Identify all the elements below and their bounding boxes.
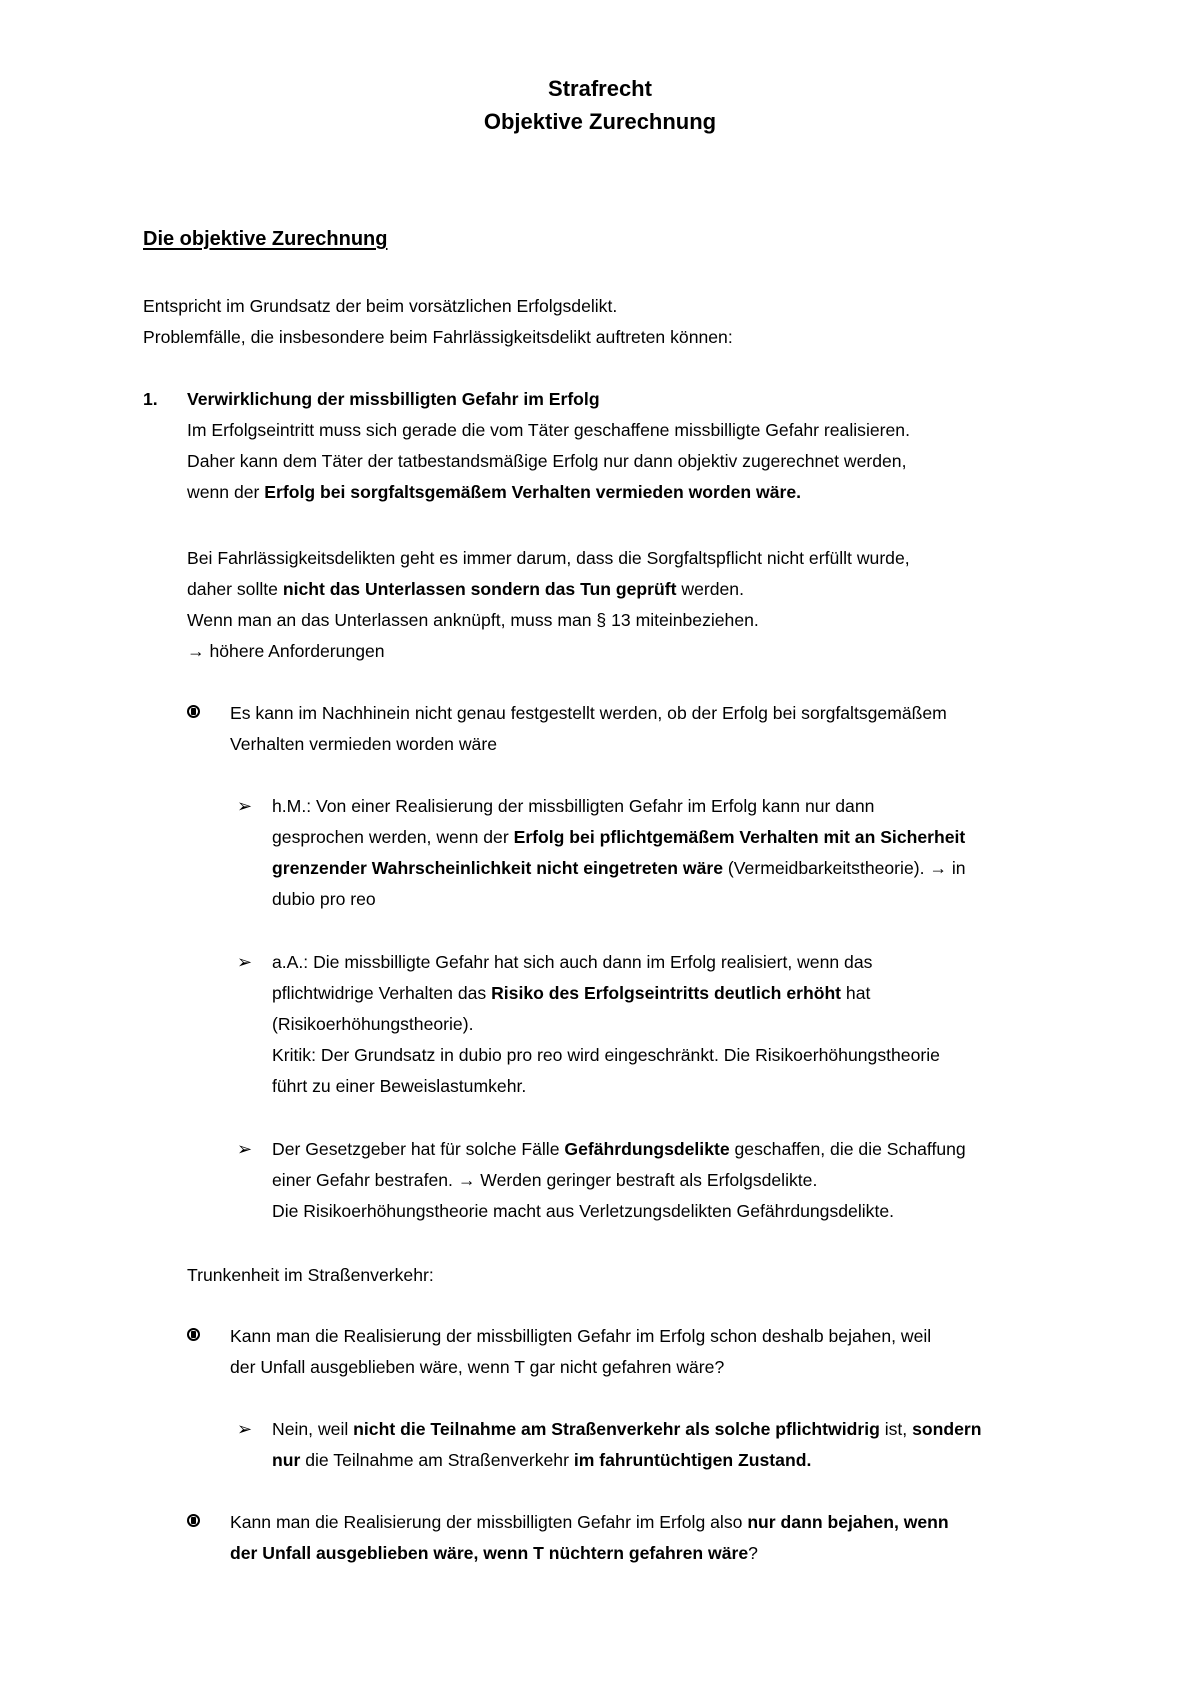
arrowhead-bullet-icon: ➢ — [237, 1139, 253, 1159]
text-line: → höhere Anforderungen — [187, 641, 385, 661]
intro-paragraph — [143, 291, 733, 353]
text-line: Bei Fahrlässigkeitsdelikten geht es immer darum, dass die Sorgfaltspflicht nicht erfüllt wurde, — [187, 548, 910, 568]
paragraph-negligence — [187, 543, 910, 667]
text-line: Verhalten vermieden worden wäre — [230, 734, 497, 754]
paragraph-drunk-driving — [187, 1260, 434, 1291]
text-line: pflichtwidrige Verhalten das Risiko des Erfolgseintritts deutlich erhöht hat — [272, 983, 871, 1003]
document-title: Strafrecht — [548, 76, 652, 101]
text-line: a.A.: Die missbilligte Gefahr hat sich auch dann im Erfolg realisiert, wenn das — [272, 952, 873, 972]
arrowhead-bullet-icon: ➢ — [237, 1419, 253, 1439]
text-line: Kann man die Realisierung der missbilligten Gefahr im Erfolg also nur dann bejahen, wenn — [230, 1512, 949, 1532]
text-line: Nein, weil nicht die Teilnahme am Straßenverkehr als solche pflichtwidrig ist, sondern — [272, 1419, 982, 1439]
text-line: der Unfall ausgeblieben wäre, wenn T gar nicht gefahren wäre? — [230, 1357, 725, 1377]
text-line: einer Gefahr bestrafen. → Werden geringer bestraft als Erfolgsdelikte. — [272, 1170, 818, 1190]
text-line: wenn der Erfolg bei sorgfaltsgemäßem Verhalten vermieden worden wäre. — [187, 482, 802, 502]
text-line: Kann man die Realisierung der missbilligten Gefahr im Erfolg schon deshalb bejahen, weil — [230, 1326, 932, 1346]
text-line: Der Gesetzgeber hat für solche Fälle Gefährdungsdelikte geschaffen, die die Schaffung — [272, 1139, 966, 1159]
text-line: Trunkenheit im Straßenverkehr: — [187, 1265, 434, 1285]
text-line: nur die Teilnahme am Straßenverkehr im fahruntüchtigen Zustand. — [272, 1450, 812, 1470]
text-line: Wenn man an das Unterlassen anknüpft, muss man § 13 miteinbeziehen. — [187, 610, 759, 630]
text-line: gesprochen werden, wenn der Erfolg bei pflichtgemäßem Verhalten mit an Sicherheit — [272, 827, 966, 847]
text-line: Es kann im Nachhinein nicht genau festgestellt werden, ob der Erfolg bei sorgfaltsgemäßem — [230, 703, 947, 723]
text-line: Entspricht im Grundsatz der beim vorsätzlichen Erfolgsdelikt. — [143, 296, 618, 316]
document-subtitle: Objektive Zurechnung — [483, 109, 717, 134]
bullet-text — [230, 698, 947, 760]
bullet-text — [230, 1507, 949, 1569]
sub-bullet-text — [272, 947, 940, 1102]
sub-bullet-text — [272, 1134, 966, 1227]
text-line: Im Erfolgseintritt muss sich gerade die vom Täter geschaffene missbilligte Gefahr realisieren. — [187, 420, 910, 440]
circle-bullet-icon — [187, 1328, 200, 1341]
list-number: 1. — [143, 389, 158, 409]
sub-bullet-text — [272, 791, 966, 915]
circle-bullet-icon — [187, 1514, 200, 1527]
text-line: Kritik: Der Grundsatz in dubio pro reo wird eingeschränkt. Die Risikoerhöhungstheorie — [272, 1045, 940, 1065]
text-line: (Risikoerhöhungstheorie). — [272, 1014, 474, 1034]
arrowhead-bullet-icon: ➢ — [237, 796, 253, 816]
text-line: grenzender Wahrscheinlichkeit nicht eingetreten wäre (Vermeidbarkeitstheorie). → in — [272, 858, 966, 878]
text-line: Daher kann dem Täter der tatbestandsmäßige Erfolg nur dann objektiv zugerechnet werden, — [187, 451, 907, 471]
bullet-text — [230, 1321, 931, 1383]
text-line: Die Risikoerhöhungstheorie macht aus Verletzungsdelikten Gefährdungsdelikte. — [272, 1201, 895, 1221]
section-heading: Die objektive Zurechnung — [143, 228, 388, 250]
text-line: dubio pro reo — [272, 889, 376, 909]
arrowhead-bullet-icon: ➢ — [237, 952, 253, 972]
numbered-item-content — [187, 384, 910, 508]
circle-bullet-icon — [187, 705, 200, 718]
item-heading: Verwirklichung der missbilligten Gefahr im Erfolg — [187, 389, 600, 409]
text-line: führt zu einer Beweislastumkehr. — [272, 1076, 527, 1096]
text-line: h.M.: Von einer Realisierung der missbilligten Gefahr im Erfolg kann nur dann — [272, 796, 875, 816]
text-line: daher sollte nicht das Unterlassen sondern das Tun geprüft werden. — [187, 579, 744, 599]
text-line: Problemfälle, die insbesondere beim Fahrlässigkeitsdelikt auftreten können: — [143, 327, 733, 347]
sub-bullet-text — [272, 1414, 982, 1476]
text-line: der Unfall ausgeblieben wäre, wenn T nüchtern gefahren wäre? — [230, 1543, 758, 1563]
